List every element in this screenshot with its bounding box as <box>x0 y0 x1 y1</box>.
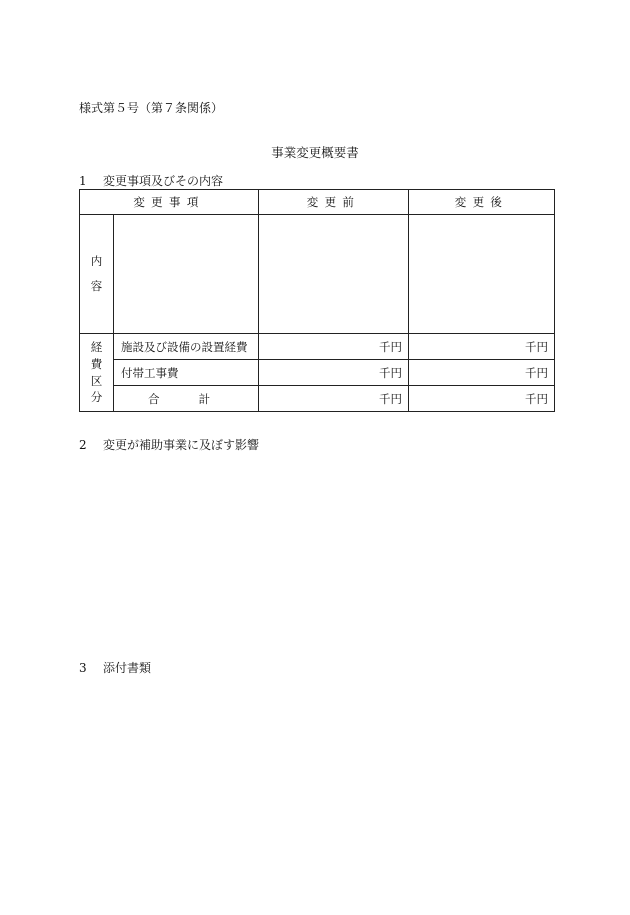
section-number: 3 <box>79 661 87 675</box>
section-number: 2 <box>79 438 87 452</box>
total-after-cell[interactable]: 千円 <box>409 386 555 412</box>
table-header-row <box>80 190 555 215</box>
cost-label-char: 区 <box>90 373 103 388</box>
cost-before-cell[interactable]: 千円 <box>259 334 409 360</box>
header-change-item: 変更事項 <box>80 190 259 215</box>
section-title: 変更事項及びその内容 <box>103 174 224 188</box>
header-after-change: 変更後 <box>409 190 555 215</box>
content-before-cell[interactable] <box>259 215 409 334</box>
header-before-change: 変更前 <box>259 190 409 215</box>
cost-category-label <box>80 334 114 412</box>
document-title: 事業変更概要書 <box>271 145 359 160</box>
content-item-cell[interactable] <box>114 215 259 334</box>
content-label-char: 容 <box>90 279 103 293</box>
cost-after-cell[interactable]: 千円 <box>409 334 555 360</box>
section-title: 変更が補助事業に及ぼす影響 <box>103 438 260 452</box>
total-row <box>80 386 555 412</box>
cost-row <box>80 360 555 386</box>
cost-label-char: 経 <box>90 340 103 355</box>
section-number: 1 <box>79 174 87 188</box>
content-label-char: 内 <box>90 254 103 269</box>
cost-label-char: 分 <box>90 390 103 405</box>
total-label: 合 計 <box>114 386 259 412</box>
cost-item-label: 施設及び設備の設置経費 <box>114 334 259 360</box>
change-summary-table <box>79 189 555 412</box>
section-3-heading <box>79 659 151 676</box>
cost-row <box>80 334 555 360</box>
cost-item-label: 付帯工事費 <box>114 360 259 386</box>
section-title: 添付書類 <box>103 661 152 675</box>
content-row <box>80 215 555 334</box>
content-label <box>80 215 114 334</box>
total-before-cell[interactable]: 千円 <box>259 386 409 412</box>
form-number: 様式第５号（第７条関係） <box>79 101 224 115</box>
cost-before-cell[interactable]: 千円 <box>259 360 409 386</box>
section-1-heading <box>79 172 223 189</box>
cost-after-cell[interactable]: 千円 <box>409 360 555 386</box>
section-2-heading <box>79 436 259 453</box>
content-after-cell[interactable] <box>409 215 555 334</box>
cost-label-char: 費 <box>90 356 103 371</box>
